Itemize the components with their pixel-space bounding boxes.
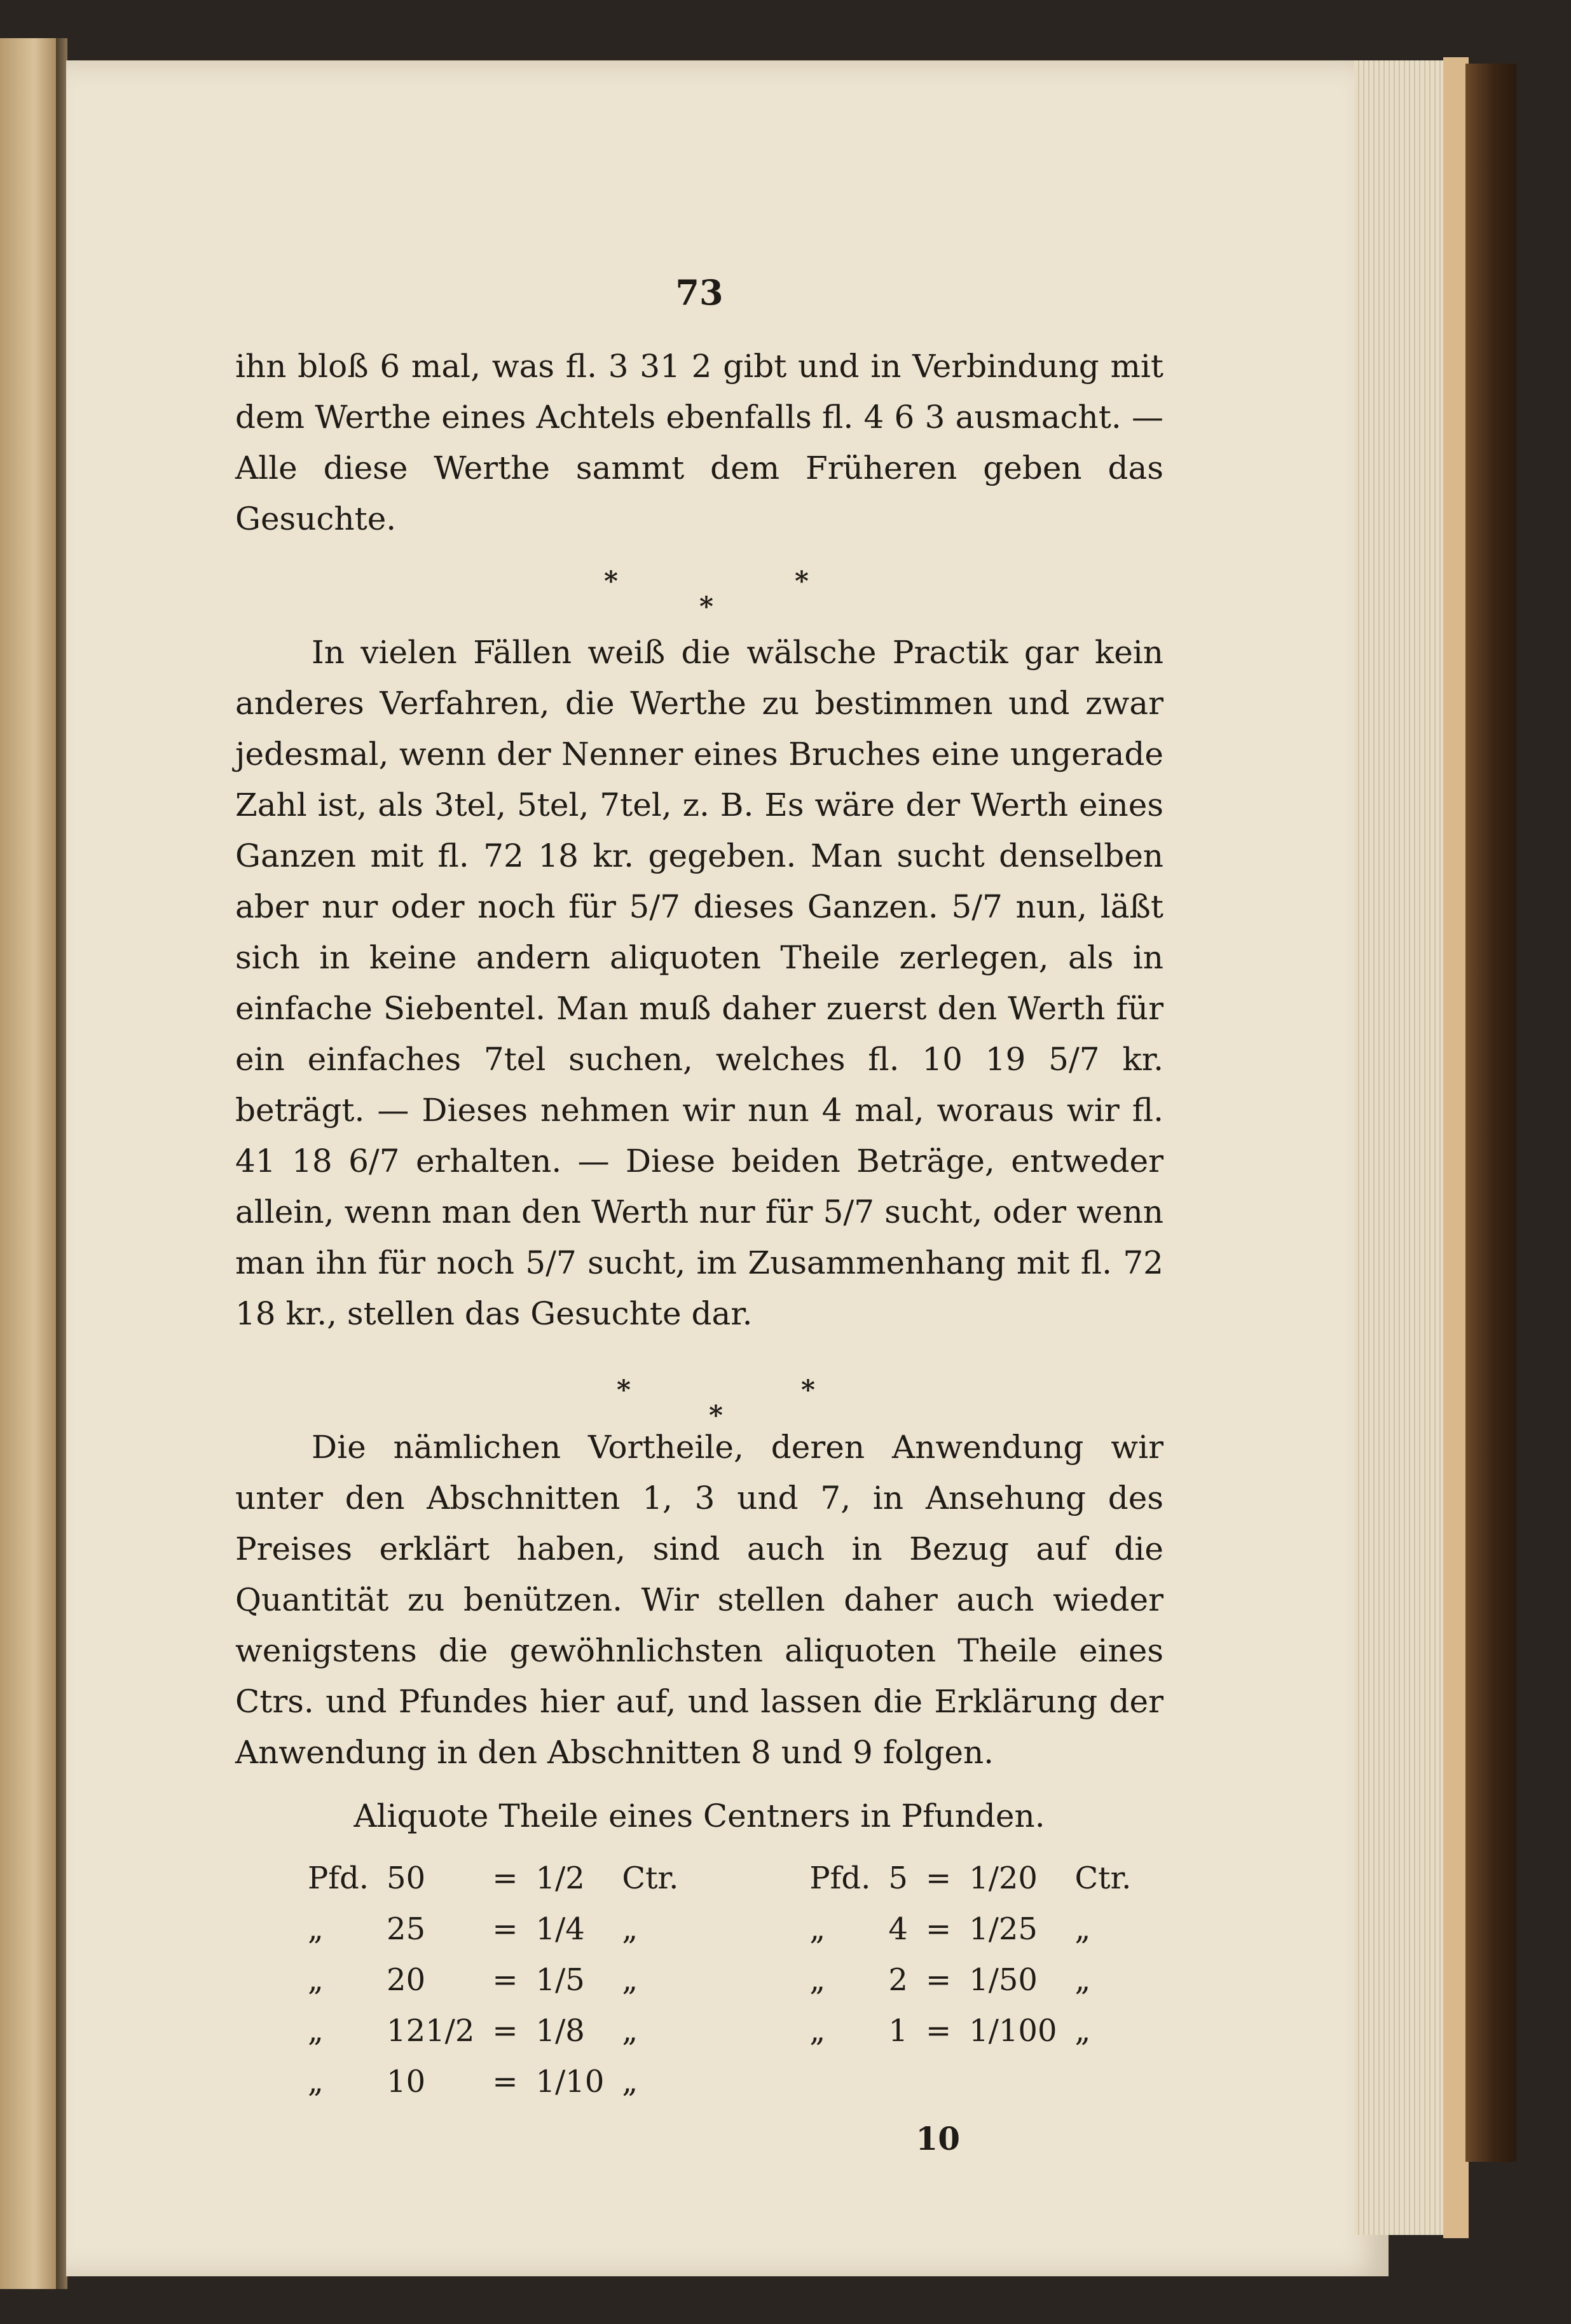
table-row	[299, 2056, 1140, 2107]
table-cell: „	[1074, 1962, 1091, 1998]
table-row	[299, 2005, 1140, 2056]
book-spine	[1465, 64, 1516, 2162]
table-cell	[1066, 2056, 1140, 2107]
table-cell: „	[308, 2013, 324, 2049]
table-cell: =	[925, 1860, 952, 1896]
column-gap	[687, 2056, 800, 2107]
table-cell: „	[622, 1962, 638, 1998]
table-cell: „	[1074, 1911, 1091, 1947]
separator-stars-2	[235, 1339, 1163, 1431]
table-cell: „	[308, 1911, 324, 1947]
paragraph-3: Die nämlichen Vortheile, deren Anwendung wir unter den Abschnitten 1, 3 und 7, in Ansehung des Preises erklärt haben, sind auch in Bezug auf die Quantität zu benützen. Wir stellen daher auch wieder wenigstens die gewöhnlichsten aliquoten Theile eines Ctrs. und Pfundes hier auf, und lassen die Erklärung der Anwendung in den Abschnitten 8 und 9 folgen.	[235, 1429, 1163, 1771]
table-cell: =	[492, 2013, 518, 2049]
page-number: 73	[675, 272, 724, 313]
separator-star: *	[699, 591, 713, 622]
table-cell: 2	[888, 1962, 908, 1998]
table-cell: 1/4	[535, 1911, 585, 1947]
table-cell: =	[925, 1911, 952, 1947]
column-gap	[687, 2005, 800, 2056]
separator-stars-1	[235, 544, 1163, 627]
table-cell: 1/100	[969, 2013, 1057, 2049]
table-row	[299, 1904, 1140, 1955]
paragraph-1: ihn bloß 6 mal, was fl. 3 31 2 gibt und in Verbindung mit dem Werthe eines Achtels ebenfalls fl. 4 6 3 ausmacht. — Alle diese Werthe sammt dem Früheren geben das Gesuchte.	[235, 348, 1163, 537]
table-cell: „	[1074, 2013, 1091, 2049]
left-page-edge	[0, 38, 57, 2289]
table-cell: Ctr.	[622, 1860, 679, 1896]
separator-star: *	[795, 565, 809, 596]
column-gap	[687, 1853, 800, 1904]
paragraph-2: In vielen Fällen weiß die wälsche Practik gar kein anderes Verfahren, die Werthe zu bestimmen und zwar jedesmal, wenn der Nenner eines Bruches eine ungerade Zahl ist, als 3tel, 5tel, 7tel, z. B. Es wäre der Werth eines Ganzen mit fl. 72 18 kr. gegeben. Man sucht denselben aber nur oder noch für 5/7 dieses Ganzen. 5/7 nun, läßt sich in keine andern aliquoten Theile zerlegen, als in einfache Siebentel. Man muß daher zuerst den Werth für ein einfaches 7tel suchen, welches fl. 10 19 5/7 kr. beträgt. — Dieses nehmen wir nun 4 mal, woraus wir fl. 41 18 6/7 erhalten. — Diese beiden Beträge, entweder allein, wenn man den Werth nur für 5/7 sucht, oder wenn man ihn für noch 5/7 sucht, im Zusammenhang mit fl. 72 18 kr., stellen das Gesuchte dar.	[235, 634, 1163, 1332]
table-cell	[960, 2056, 1066, 2107]
table-cell: 50	[387, 1860, 426, 1896]
table-cell: 1/20	[969, 1860, 1038, 1896]
table-cell: Pfd.	[308, 1860, 369, 1896]
table-cell: =	[492, 1911, 518, 1947]
page-edges	[1354, 60, 1443, 2235]
table-row	[299, 1955, 1140, 2005]
table-cell: 4	[888, 1911, 908, 1947]
table-cell: 20	[387, 1962, 426, 1998]
column-gap	[687, 1955, 800, 2005]
table-cell: 25	[387, 1911, 426, 1947]
table-cell: Pfd.	[809, 1860, 871, 1896]
table-cell: „	[308, 1962, 324, 1998]
table-cell: =	[492, 1860, 518, 1896]
table-cell: Ctr.	[1074, 1860, 1132, 1896]
table-cell: =	[925, 1962, 952, 1998]
table-cell: „	[809, 1962, 826, 1998]
table-cell: =	[492, 1962, 518, 1998]
table-cell: „	[308, 2064, 324, 2100]
table-cell	[917, 2056, 960, 2107]
table-row	[299, 1853, 1140, 1904]
table-cell: „	[809, 2013, 826, 2049]
page-text	[235, 267, 1163, 2164]
table-cell: 1/5	[535, 1962, 585, 1998]
signature-number: 10	[916, 2120, 960, 2157]
table-cell: „	[809, 1911, 826, 1947]
table-cell: „	[622, 2013, 638, 2049]
table-cell	[879, 2056, 917, 2107]
table-cell: 1/2	[535, 1860, 585, 1896]
table-cell: 5	[888, 1860, 908, 1896]
aliquot-table	[299, 1853, 1140, 2107]
separator-star: *	[801, 1374, 815, 1405]
separator-star: *	[617, 1374, 631, 1405]
separator-star: *	[604, 565, 618, 596]
column-gap	[687, 1904, 800, 1955]
table-cell	[800, 2056, 879, 2107]
table-cell: 1/25	[969, 1911, 1038, 1947]
separator-star: *	[709, 1399, 723, 1431]
table-cell: 1/50	[969, 1962, 1038, 1998]
table-heading: Aliquote Theile eines Centners in Pfunden.	[353, 1798, 1045, 1834]
table-cell: 121/2	[387, 2013, 475, 2049]
table-cell: 1	[888, 2013, 908, 2049]
table-cell: 10	[387, 2064, 426, 2100]
table-cell: „	[622, 1911, 638, 1947]
table-cell: 1/8	[535, 2013, 585, 2049]
table-cell: „	[622, 2064, 638, 2100]
cover-board	[1443, 57, 1469, 2238]
table-cell: 1/10	[535, 2064, 605, 2100]
table-cell: =	[925, 2013, 952, 2049]
table-cell: =	[492, 2064, 518, 2100]
